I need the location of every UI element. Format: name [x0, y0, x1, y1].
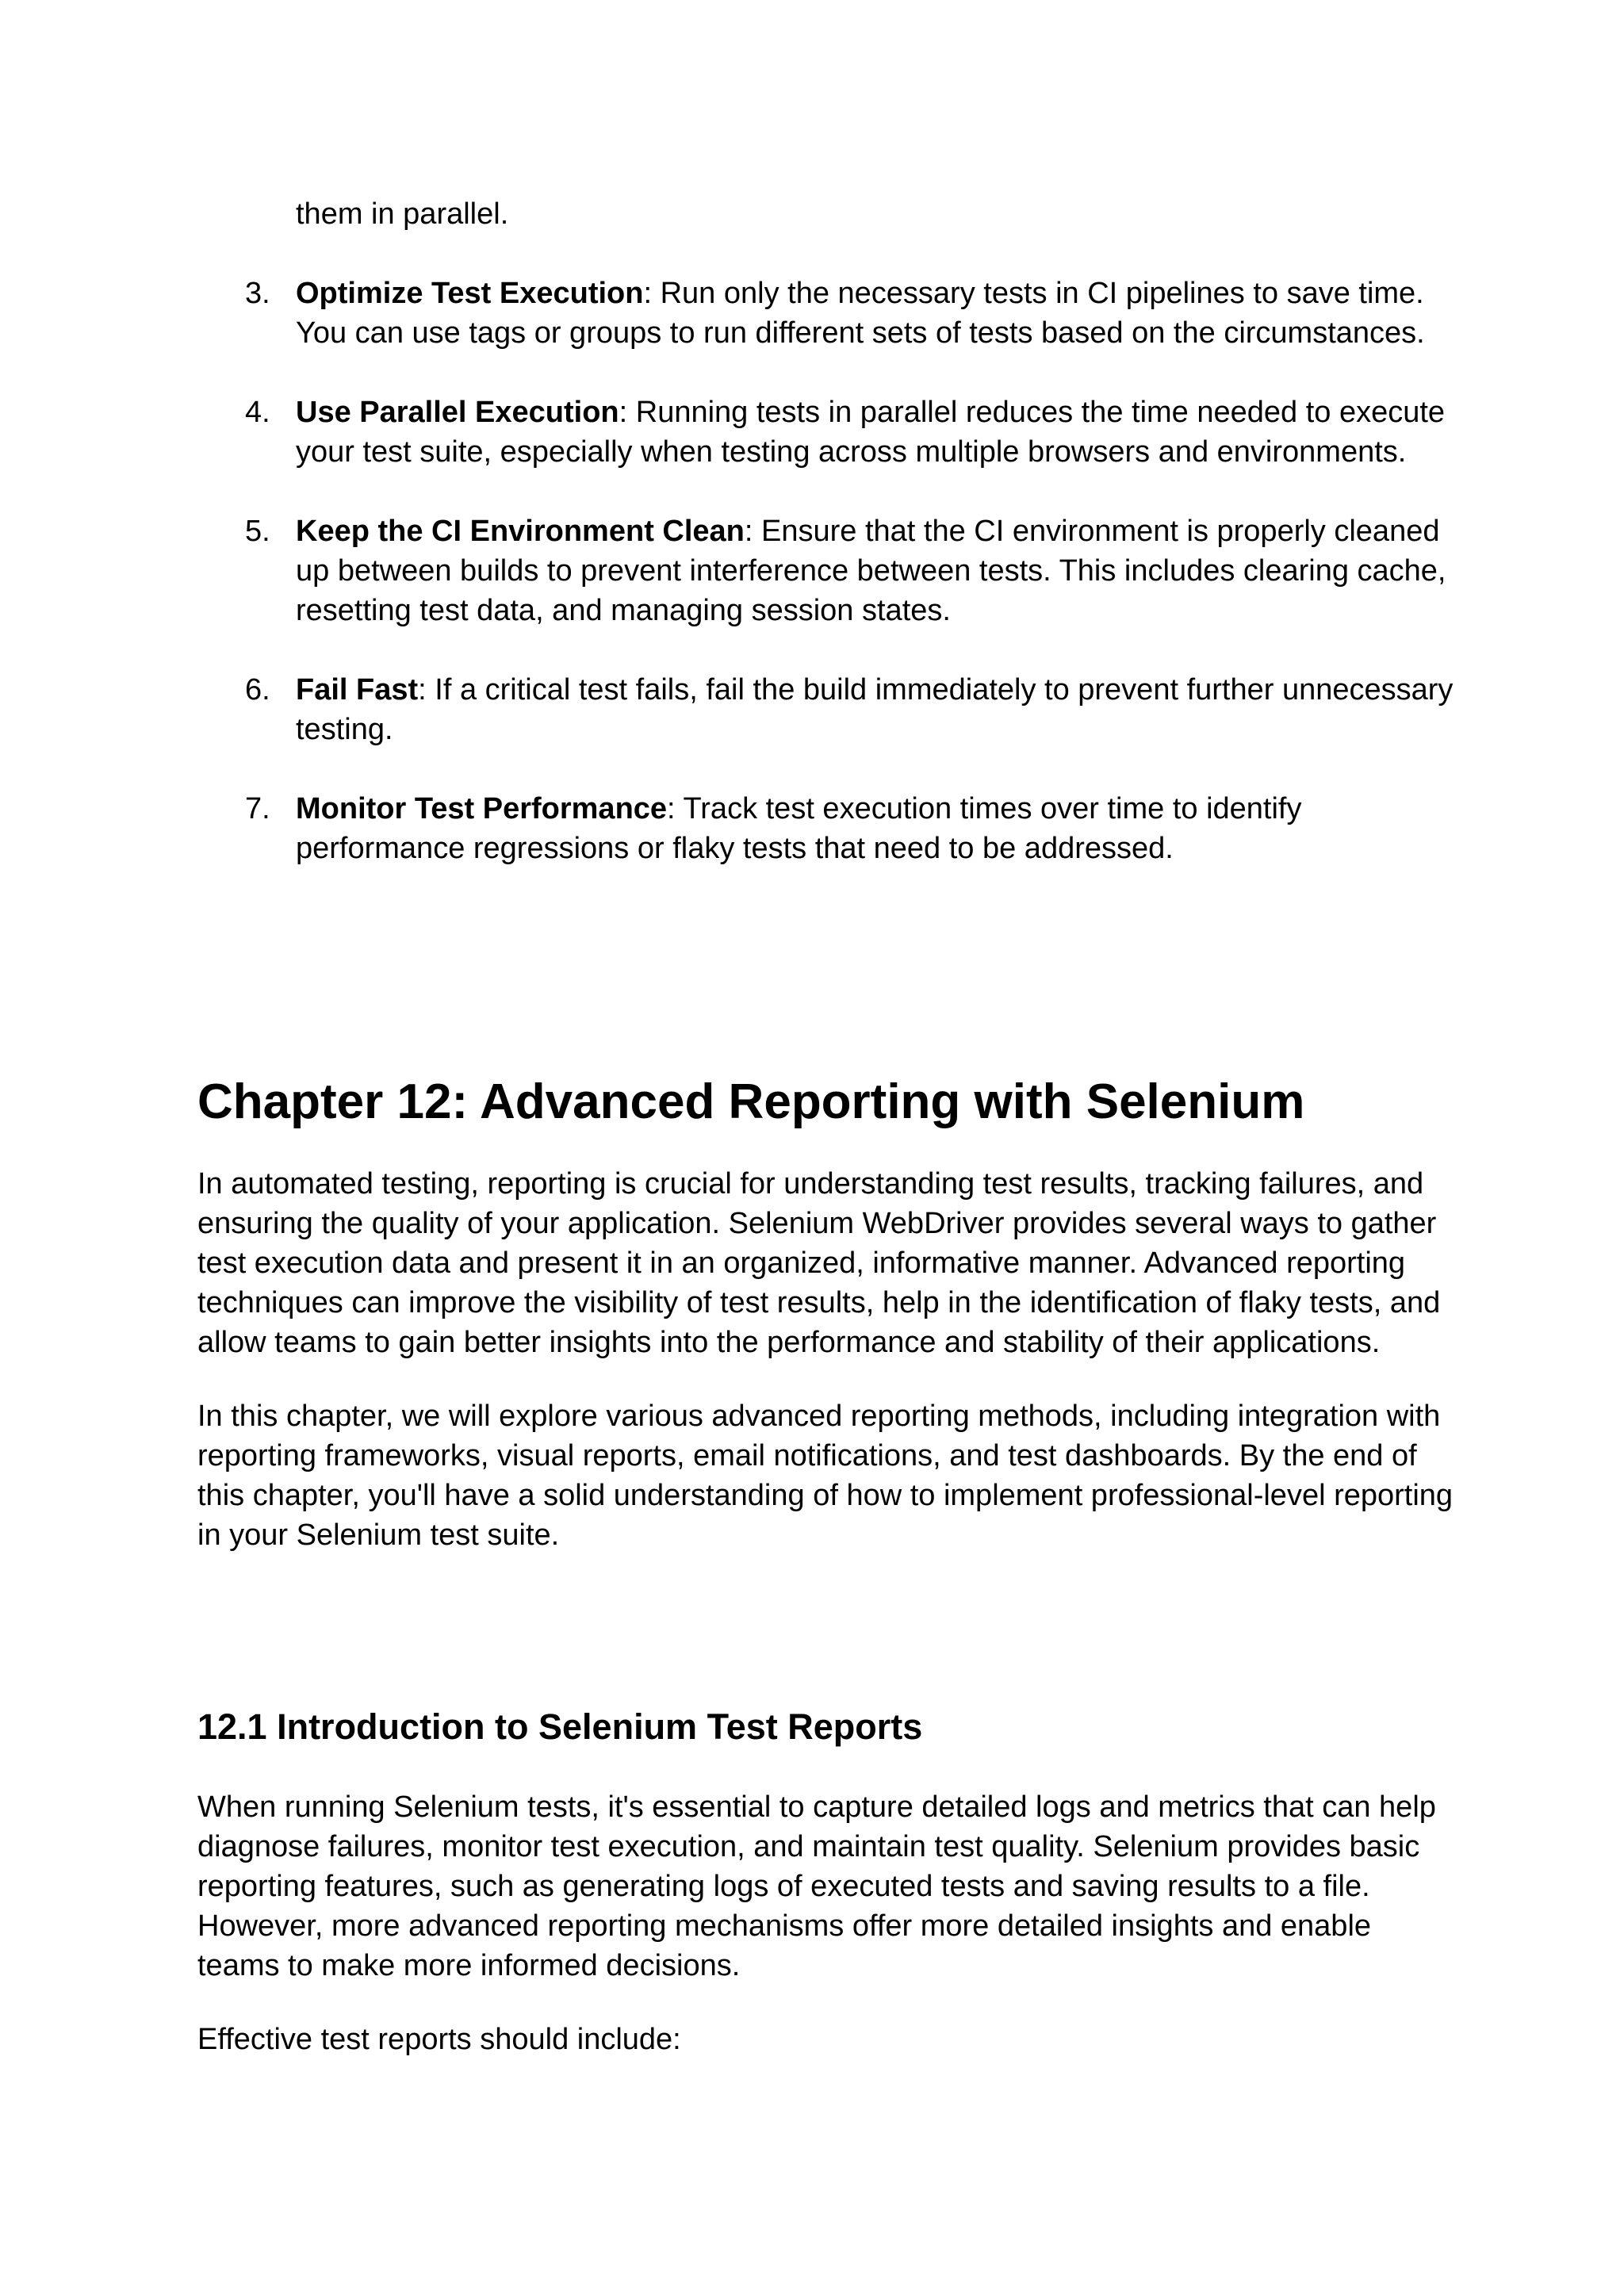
list-item: [0, 511, 1624, 630]
list-item-content: [296, 511, 1454, 630]
paragraph: In this chapter, we will explore various advanced reporting methods, including integration with reporting frameworks, visual reports, email notifications, and test dashboards. By the end of this chapter, you'll have a solid understanding of how to implement professional-level reporting in your Selenium test suite.: [197, 1400, 1454, 1552]
list-item-content: [296, 393, 1454, 472]
list-item-title: Keep the CI Environment Clean: [296, 515, 745, 548]
paragraph: In automated testing, reporting is crucial for understanding test results, tracking failures, and ensuring the quality of your application. Selenium WebDriver provides several ways to gather test execution data and present it in an organized, informative manner. Advanced reporting techniques can improve the visibility of test results, help in the identification of flaky tests, and allow teams to gain better insights into the performance and stability of their applications.: [197, 1167, 1441, 1359]
list-item-text: : If a critical test fails, fail the build immediately to prevent further unnecessary testing.: [296, 673, 1454, 746]
list-item-text: : Running tests in parallel reduces the time needed to execute your test suite, especially when testing across multiple browsers and environments.: [296, 396, 1446, 469]
numbered-list: [0, 274, 1624, 908]
list-item: [0, 274, 1624, 353]
list-item-title: Optimize Test Execution: [296, 277, 644, 310]
chapter-intro: [197, 1164, 1458, 1589]
list-item: [0, 393, 1624, 472]
list-item-text: : Track test execution times over time to identify performance regressions or flaky tests that need to be addressed.: [296, 792, 1302, 865]
paragraph: When running Selenium tests, it's essential to capture detailed logs and metrics that can help diagnose failures, monitor test execution, and maintain test quality. Selenium provides basic reporting features, such as generating logs of executed tests and saving results to a file. However, more advanced reporting mechanisms offer more detailed insights and enable teams to make more informed decisions.: [197, 1790, 1436, 1982]
list-item-content: [296, 789, 1454, 868]
list-item-content: [296, 670, 1454, 749]
continuation-text: them in parallel.: [296, 197, 509, 231]
list-item-number: 5.: [245, 515, 270, 548]
list-item: [0, 789, 1624, 868]
list-item-title: Fail Fast: [296, 673, 419, 707]
section-body: [197, 1787, 1458, 2093]
paragraph: Effective test reports should include:: [197, 2023, 681, 2056]
list-item-title: Monitor Test Performance: [296, 792, 668, 825]
list-item-number: 7.: [245, 792, 270, 825]
list-item-content: [296, 274, 1454, 353]
list-item-number: 4.: [245, 396, 270, 429]
list-item: [0, 670, 1624, 749]
chapter-title: Chapter 12: Advanced Reporting with Selenium: [197, 1074, 1305, 1129]
section-title: 12.1 Introduction to Selenium Test Reports: [197, 1706, 923, 1747]
list-item-text: : Ensure that the CI environment is properly cleaned up between builds to prevent interference between tests. This includes clearing cache, resetting test data, and managing session states.: [296, 515, 1446, 627]
list-item-title: Use Parallel Execution: [296, 396, 619, 429]
list-item-number: 3.: [245, 277, 270, 310]
list-item-text: : Run only the necessary tests in CI pipelines to save time. You can use tags or groups to run different sets of tests based on the circumstances.: [296, 277, 1425, 350]
list-item-number: 6.: [245, 673, 270, 707]
